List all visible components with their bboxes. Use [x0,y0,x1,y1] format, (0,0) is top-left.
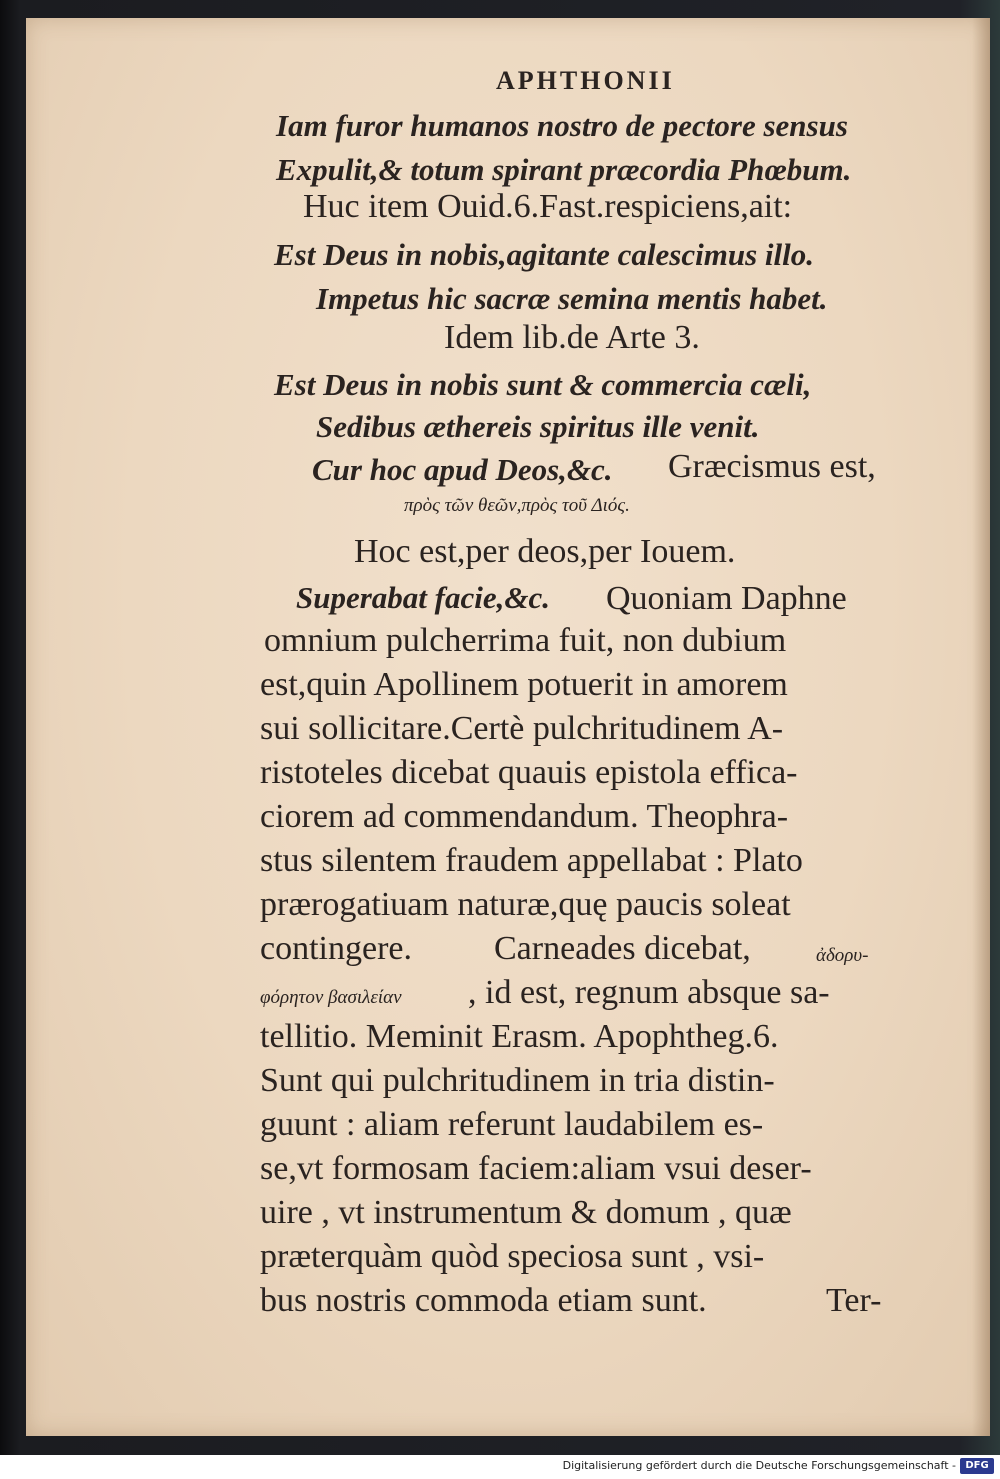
text-line: est,quin Apollinem potuerit in amorem [260,666,788,703]
text-line: bus nostris commoda etiam sunt. [260,1282,707,1319]
verse-line: Impetus hic sacræ semina mentis habet. [316,281,828,316]
text-line: ristoteles dicebat quauis epistola effica- [260,754,798,791]
verse-line: Expulit,& totum spirant præcordia Phœbum. [276,152,852,187]
funding-credit: Digitalisierung gefördert durch die Deutsche Forschungsgemeinschaft - [562,1459,956,1472]
dfg-logo-icon: DFG [960,1458,994,1474]
text-line: uire , vt instrumentum & domum , quæ [260,1194,792,1231]
running-head: APHTHONII [496,66,675,95]
text-line: ciorem ad commendandum. Theophra- [260,798,789,835]
greek-word: ἀδορυ- [816,945,869,966]
text-line: prærogatiuam naturæ,quę paucis soleat [260,886,791,923]
text-line: stus silentem fraudem appellabat : Plato [260,842,803,879]
verse-line: Sedibus æthereis spiritus ille venit. [316,409,760,444]
book-page [26,18,990,1436]
text-line: Quoniam Daphne [606,580,847,617]
text-line: omnium pulcherrima fuit, non dubium [264,622,787,659]
text-line: Carneades dicebat, [494,930,751,967]
text-line: contingere. [260,930,412,967]
text-line: Hoc est,per deos,per Iouem. [354,533,736,570]
verse-line: Est Deus in nobis,agitante calescimus illo. [274,237,814,272]
verse-line: Est Deus in nobis sunt & commercia cæli, [274,367,812,402]
lemma: Superabat facie,&c. [296,580,550,615]
catchword: Ter- [826,1282,882,1319]
text-line: sui sollicitare.Certè pulchritudinem A- [260,710,784,747]
verse-line: Iam furor humanos nostro de pectore sensus [276,108,848,143]
text-line: , id est, regnum absque sa- [468,974,830,1011]
greek-word: φόρητον βασιλείαν [260,987,402,1008]
text-line: tellitio. Meminit Erasm. Apophtheg.6. [260,1018,779,1055]
text-line: Huc item Ouid.6.Fast.respiciens,ait: [303,188,793,225]
text-line: Sunt qui pulchritudinem in tria distin- [260,1062,775,1099]
text-line: præterquàm quòd speciosa sunt , vsi- [260,1238,765,1275]
text-line: se,vt formosam faciem:aliam vsui deser- [260,1150,812,1187]
lemma: Cur hoc apud Deos,&c. [312,452,613,487]
digitization-footer [0,1455,1000,1479]
text-line: Græcismus est, [668,448,876,485]
text-line: Idem lib.de Arte 3. [444,319,700,356]
greek-line: πρὸς τῶν θεῶν,πρὸς τοῦ Διός. [404,495,630,516]
page-text-block [26,18,990,1436]
text-line: guunt : aliam referunt laudabilem es- [260,1106,764,1143]
